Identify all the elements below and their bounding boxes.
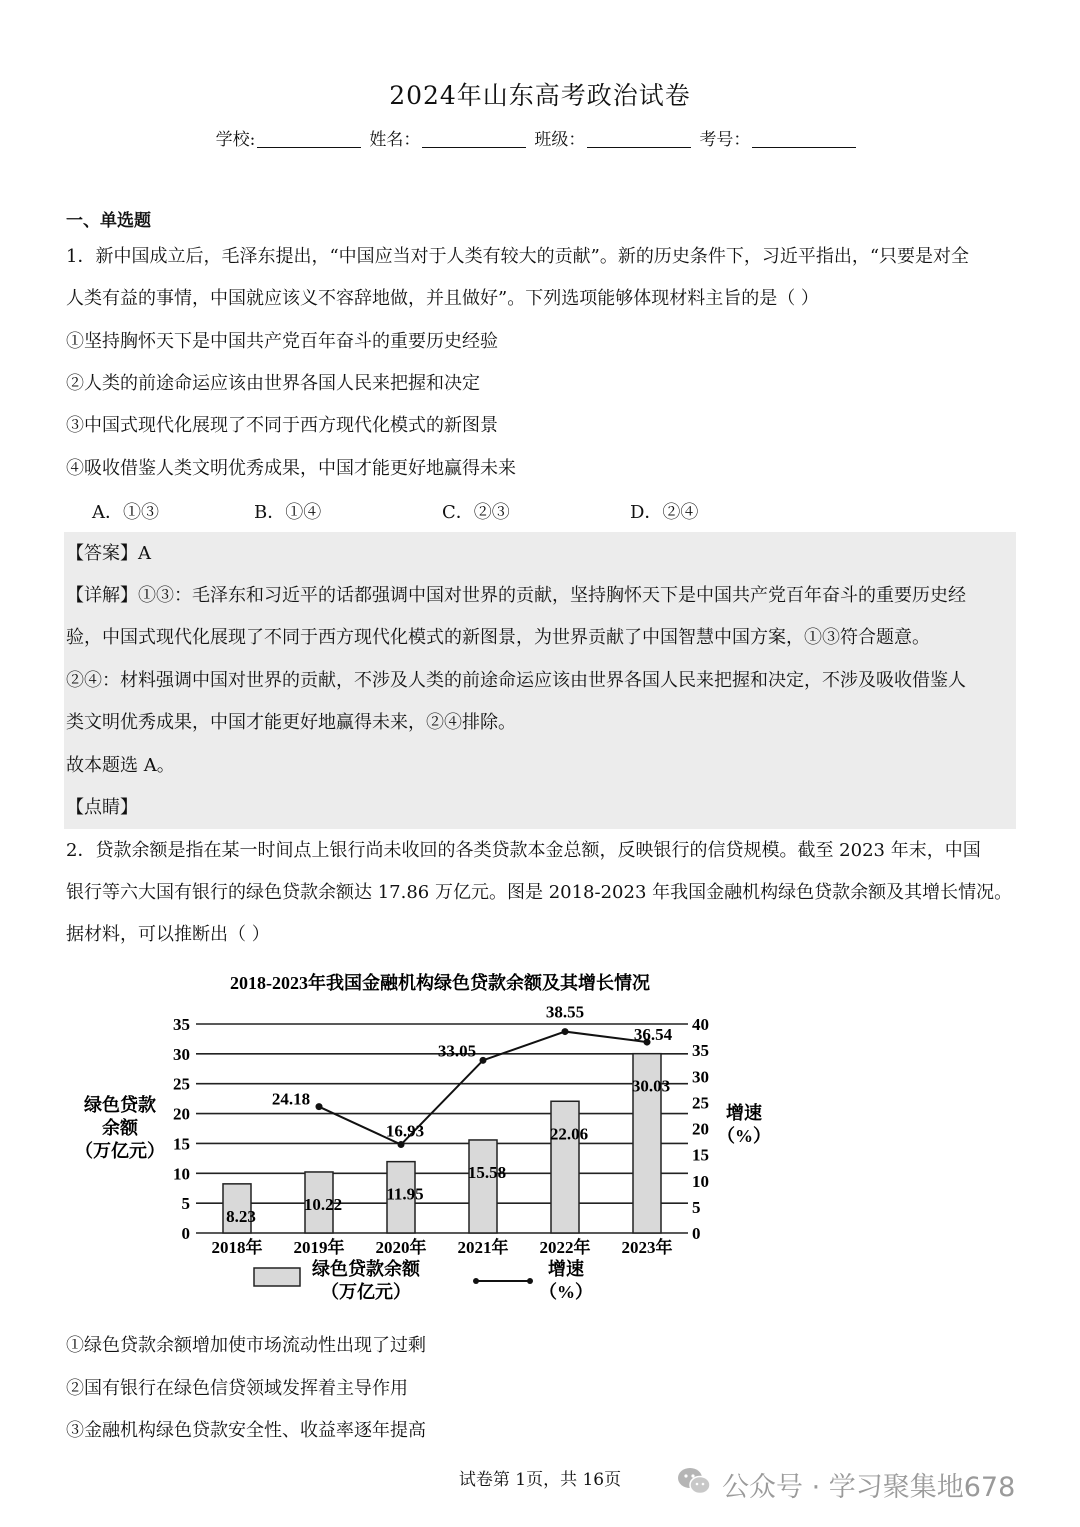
bar-value-label: 15.58 (467, 1162, 507, 1182)
q1-statement-3: ③中国式现代化展现了不同于西方现代化模式的新图景 (66, 415, 498, 436)
bar (469, 1140, 497, 1233)
q1-explain-line-2: 验，中国式现代化展现了不同于西方现代化模式的新图景，为世界贡献了中国智慧中国方案，①③符合题意。 (66, 627, 930, 648)
class-label: 班级： (534, 130, 586, 150)
y-tick-left: 10 (173, 1164, 190, 1184)
school-field (216, 125, 366, 150)
y-axis-label-left: 绿色贷款 (84, 1095, 156, 1115)
q2-stem-line-2: 银行等六大国有银行的绿色贷款余额达 17.86 万亿元。图是 2018-2023 年我国金融机构绿色贷款余额及其增长情况。 (66, 882, 1013, 903)
q1-statement-4: ④吸收借鉴人类文明优秀成果，中国才能更好地赢得未来 (66, 458, 516, 479)
bar-value-label: 30.03 (631, 1076, 671, 1096)
option-a[interactable]: A．①③ (92, 502, 159, 523)
q1-options (92, 498, 792, 524)
legend-line-label: 增速 (548, 1259, 584, 1279)
y-tick-right: 20 (692, 1119, 709, 1139)
q2-stem-line-1: 2．贷款余额是指在某一时间点上银行尚未收回的各类贷款本金总额，反映银行的信贷规模。截至 2023 年末，中国 (66, 840, 981, 861)
section-heading: 一、单选题 (66, 211, 151, 231)
y-tick-left: 15 (173, 1134, 190, 1154)
q2-stem-line-3: 据材料，可以推断出（ ） (66, 924, 270, 945)
y-tick-right: 30 (692, 1067, 709, 1087)
q2-statement-2: ②国有银行在绿色信贷领域发挥着主导作用 (66, 1378, 408, 1399)
q2-statement-3: ③金融机构绿色贷款安全性、收益率逐年提高 (66, 1420, 426, 1441)
y-tick-right: 35 (692, 1041, 709, 1061)
watermark-text: 公众号 · 学习聚集地678 (722, 1471, 1016, 1503)
q1-explain-line-3: ②④：材料强调中国对世界的贡献，不涉及人类的前途命运应该由世界各国人民来把握和决定，不涉及吸收借鉴人 (66, 670, 966, 691)
x-tick-label: 2019年 (293, 1238, 345, 1257)
school-label: 学校: (215, 130, 256, 150)
exam-number-label: 考号： (699, 130, 751, 150)
bar-value-label: 8.23 (226, 1206, 256, 1226)
wechat-icon (676, 1466, 712, 1503)
x-tick-label: 2023年 (621, 1238, 673, 1257)
legend-bar-label: 绿色贷款余额 (312, 1259, 420, 1279)
exam-number-blank[interactable] (752, 131, 856, 148)
y-tick-right: 0 (692, 1224, 701, 1243)
growth-point (480, 1057, 487, 1064)
class-field (534, 125, 695, 150)
bar (551, 1101, 579, 1233)
exam-number-field (699, 125, 860, 150)
x-tick-label: 2020年 (375, 1238, 427, 1257)
growth-point (316, 1103, 323, 1110)
y-tick-left: 30 (173, 1044, 190, 1064)
bar-value-label: 10.22 (303, 1194, 343, 1214)
page-title: 2024年山东高考政治试卷 (389, 81, 691, 110)
growth-value-label: 36.54 (633, 1025, 673, 1045)
x-tick-label: 2021年 (457, 1238, 509, 1257)
growth-value-label: 24.18 (271, 1089, 311, 1109)
legend-bar-swatch (254, 1268, 300, 1286)
growth-value-label: 33.05 (437, 1041, 477, 1061)
y-tick-right: 40 (692, 1015, 709, 1034)
chart-title: 2018-2023年我国金融机构绿色贷款余额及其增长情况 (230, 973, 650, 993)
y-tick-right: 25 (692, 1093, 709, 1113)
x-tick-label: 2022年 (539, 1238, 591, 1257)
y-tick-right: 15 (692, 1145, 709, 1165)
x-tick-label: 2018年 (211, 1238, 263, 1257)
q1-explain-line-1: 【详解】①③：毛泽东和习近平的话都强调中国对世界的贡献，坚持胸怀天下是中国共产党百年奋斗的重要历史经 (66, 585, 966, 606)
name-field (369, 125, 530, 150)
legend-bar-label: （万亿元） (321, 1282, 411, 1302)
y-tick-left: 5 (181, 1194, 190, 1214)
growth-value-label: 38.55 (545, 1002, 585, 1022)
y-tick-right: 10 (692, 1171, 709, 1191)
q2-statement-1: ①绿色贷款余额增加使市场流动性出现了过剩 (66, 1335, 426, 1356)
y-axis-label-left: （万亿元） (75, 1141, 165, 1161)
option-d[interactable]: D．②④ (630, 502, 699, 523)
class-blank[interactable] (587, 131, 691, 148)
watermark (676, 1466, 1015, 1502)
legend-line-dot (527, 1278, 533, 1284)
q1-comment-label: 【点睛】 (66, 797, 138, 818)
q1-statement-2: ②人类的前途命运应该由世界各国人民来把握和决定 (66, 373, 480, 394)
green-loan-chart (60, 965, 800, 1315)
student-info-line (0, 125, 1080, 150)
q1-answer: 【答案】A (66, 543, 151, 564)
page-footer: 试卷第 1页，共 16页 (458, 1470, 622, 1490)
bar-value-label: 22.06 (549, 1124, 589, 1144)
name-blank[interactable] (422, 131, 526, 148)
legend-line-label: （%） (539, 1282, 593, 1302)
y-tick-left: 35 (173, 1015, 190, 1034)
option-b[interactable]: B．①④ (254, 502, 322, 523)
school-blank[interactable] (257, 131, 361, 148)
y-axis-label-right: 增速 (726, 1103, 762, 1123)
legend-line-dot (473, 1278, 479, 1284)
option-c[interactable]: C．②③ (442, 502, 510, 523)
growth-value-label: 16.93 (385, 1121, 425, 1141)
growth-point (398, 1141, 405, 1148)
y-tick-left: 0 (181, 1224, 190, 1243)
growth-point (562, 1028, 569, 1035)
y-tick-left: 25 (173, 1074, 190, 1094)
q1-stem-line-1: 1．新中国成立后，毛泽东提出，“中国应当对于人类有较大的贡献”。新的历史条件下，习近平指出，“只要是对全 (66, 246, 970, 267)
q1-explain-line-4: 类文明优秀成果，中国才能更好地赢得未来，②④排除。 (66, 712, 516, 733)
bar-value-label: 11.95 (386, 1184, 424, 1204)
q1-stem-line-2: 人类有益的事情，中国就应该义不容辞地做，并且做好”。下列选项能够体现材料主旨的是（ ） (66, 288, 819, 309)
q1-statement-1: ①坚持胸怀天下是中国共产党百年奋斗的重要历史经验 (66, 331, 498, 352)
growth-line (319, 1032, 647, 1145)
y-axis-label-right: （%） (717, 1126, 771, 1146)
y-axis-label-left: 余额 (102, 1118, 138, 1138)
q1-explain-line-5: 故本题选 A。 (66, 755, 175, 776)
y-tick-left: 20 (173, 1104, 190, 1124)
y-tick-right: 5 (692, 1197, 701, 1217)
name-label: 姓名： (369, 130, 421, 150)
chart-svg (60, 965, 800, 1315)
